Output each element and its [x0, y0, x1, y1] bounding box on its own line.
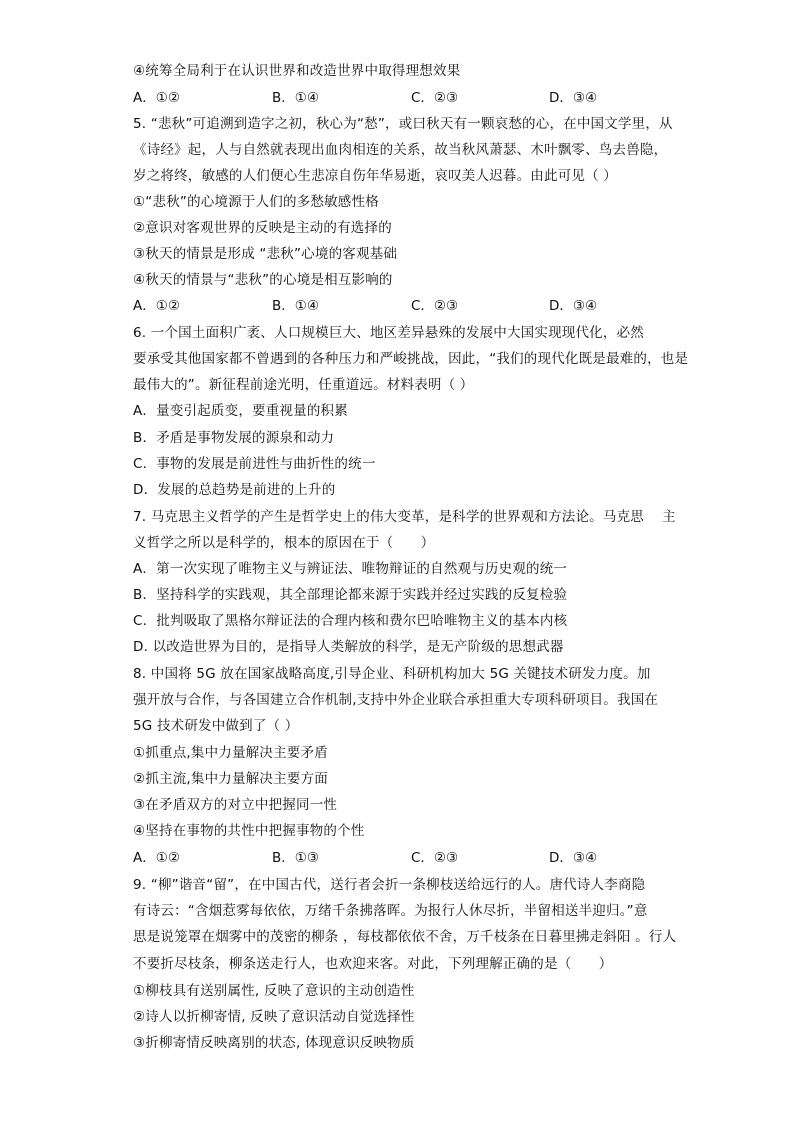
- q8-statement-3: ③在矛盾双方的对立中把握同一性: [133, 797, 338, 813]
- q7-option-a: A．第一次实现了唯物主义与辨证法、唯物辩证的自然观与历史观的统一: [133, 561, 568, 577]
- q4-option-b: B．①④: [272, 90, 319, 106]
- q6-option-b: B．矛盾是事物发展的源泉和动力: [133, 430, 335, 446]
- q8-statement-4: ④坚持在事物的共性中把握事物的个性: [133, 823, 365, 839]
- q4-option-d: D．③④: [549, 90, 598, 106]
- q5-statement-4: ④秋天的情景与“悲秋”的心境是相互影响的: [133, 272, 393, 288]
- q5-option-c: C．②③: [411, 298, 459, 314]
- q7-stem-line-1: 7. 马克思主义哲学的产生是哲学史上的伟大变革，是科学的世界观和方法论。马克思 主: [133, 509, 676, 525]
- q9-stem-line-1: 9. “柳”谐音“留”，在中国古代，送行者会折一条柳枝送给远行的人。唐代诗人李商隐: [133, 877, 646, 893]
- q5-stem-line-3: 岁之将终，敏感的人们便心生悲凉自伤年华易逝，哀叹美人迟暮。由此可见（ ）: [133, 168, 617, 184]
- q8-option-a: A．①②: [133, 850, 180, 866]
- q7-option-d: D. 以改造世界为目的，是指导人类解放的科学，是无产阶级的思想武器: [133, 639, 564, 655]
- q6-option-c: C．事物的发展是前进性与曲折性的统一: [133, 456, 376, 472]
- q5-statement-3: ③秋天的情景是形成 “悲秋”心境的客观基础: [133, 246, 398, 262]
- q4-option-c: C．②③: [411, 90, 459, 106]
- q4-option-a: A．①②: [133, 90, 180, 106]
- q5-statement-2: ②意识对客观世界的反映是主动的有选择的: [133, 220, 392, 236]
- q9-statement-2: ②诗人以折柳寄情, 反映了意识活动自觉选择性: [133, 1009, 415, 1025]
- q6-option-d: D．发展的总趋势是前进的上升的: [133, 482, 336, 498]
- q9-stem-line-3: 思是说笼罩在烟雾中的茂密的柳条 ，每枝都依依不舍，万千枝条在日暮里拂走斜阳 。行人: [133, 929, 677, 945]
- q5-stem-line-2: 《诗经》起，人与自然就表现出血肉相连的关系，故当秋风萧瑟、木叶飘零、鸟去兽隐，: [133, 142, 668, 158]
- q4-statement-4: ④统筹全局利于在认识世界和改造世界中取得理想效果: [133, 63, 461, 79]
- q8-option-b: B．①③: [272, 850, 319, 866]
- q7-stem-line-2: 义哲学之所以是科学的，根本的原因在于（ ）: [133, 535, 435, 551]
- q8-statement-2: ②抓主流,集中力量解决主要方面: [133, 771, 328, 787]
- q6-stem-line-3: 最伟大的”。新征程前途光明，任重道远。材料表明（ ）: [133, 377, 474, 393]
- q8-stem-line-2: 强开放与合作，与各国建立合作机制,支持中外企业联合承担重大专项科研项目。我国在: [133, 692, 659, 708]
- q7-option-b: B．坚持科学的实践观，其全部理论都来源于实践并经过实践的反复检验: [133, 587, 568, 603]
- q5-option-a: A．①②: [133, 298, 180, 314]
- q8-stem-line-3: 5G 技术研发中做到了（ ）: [133, 718, 299, 734]
- q4-options: [133, 89, 653, 107]
- q8-options: [133, 849, 653, 867]
- q9-statement-3: ③折柳寄情反映离别的状态, 体现意识反映物质: [133, 1035, 415, 1051]
- q9-stem-line-2: 有诗云：“含烟惹雾每依依，万绪千条拂落晖。为报行人休尽折，半留相送半迎归。”意: [133, 903, 648, 919]
- q5-options: [133, 297, 653, 315]
- q5-statement-1: ①“悲秋”的心境源于人们的多愁敏感性格: [133, 194, 379, 210]
- q5-option-b: B．①④: [272, 298, 319, 314]
- q8-option-d: D．③④: [549, 850, 598, 866]
- q6-option-a: A．量变引起质变，要重视量的积累: [133, 403, 348, 419]
- q6-stem-line-2: 要承受其他国家都不曾遇到的各种压力和严峻挑战，因此，“我们的现代化既是最难的，也是: [133, 351, 689, 367]
- q6-stem-line-1: 6. 一个国土面积广袤、人口规模巨大、地区差异悬殊的发展中大国实现现代化，必然: [133, 325, 644, 341]
- q9-statement-1: ①柳枝具有送别属性, 反映了意识的主动创造性: [133, 983, 415, 999]
- q8-statement-1: ①抓重点,集中力量解决主要矛盾: [133, 745, 328, 761]
- q9-stem-line-4: 不要折尽枝条，柳条送走行人，也欢迎来客。对此，下列理解正确的是（ ）: [133, 956, 613, 972]
- q8-stem-line-1: 8. 中国将 5G 放在国家战略高度,引导企业、科研机构加大 5G 关键技术研发力度。加: [133, 666, 651, 682]
- q5-stem-line-1: 5. “悲秋”可追溯到造字之初，秋心为“愁”，或曰秋天有一颗哀愁的心，在中国文学里，从: [133, 116, 673, 132]
- q8-option-c: C．②③: [411, 850, 459, 866]
- q5-option-d: D．③④: [549, 298, 598, 314]
- q7-option-c: C．批判吸取了黑格尔辩证法的合理内核和费尔巴哈唯物主义的基本内核: [133, 613, 568, 629]
